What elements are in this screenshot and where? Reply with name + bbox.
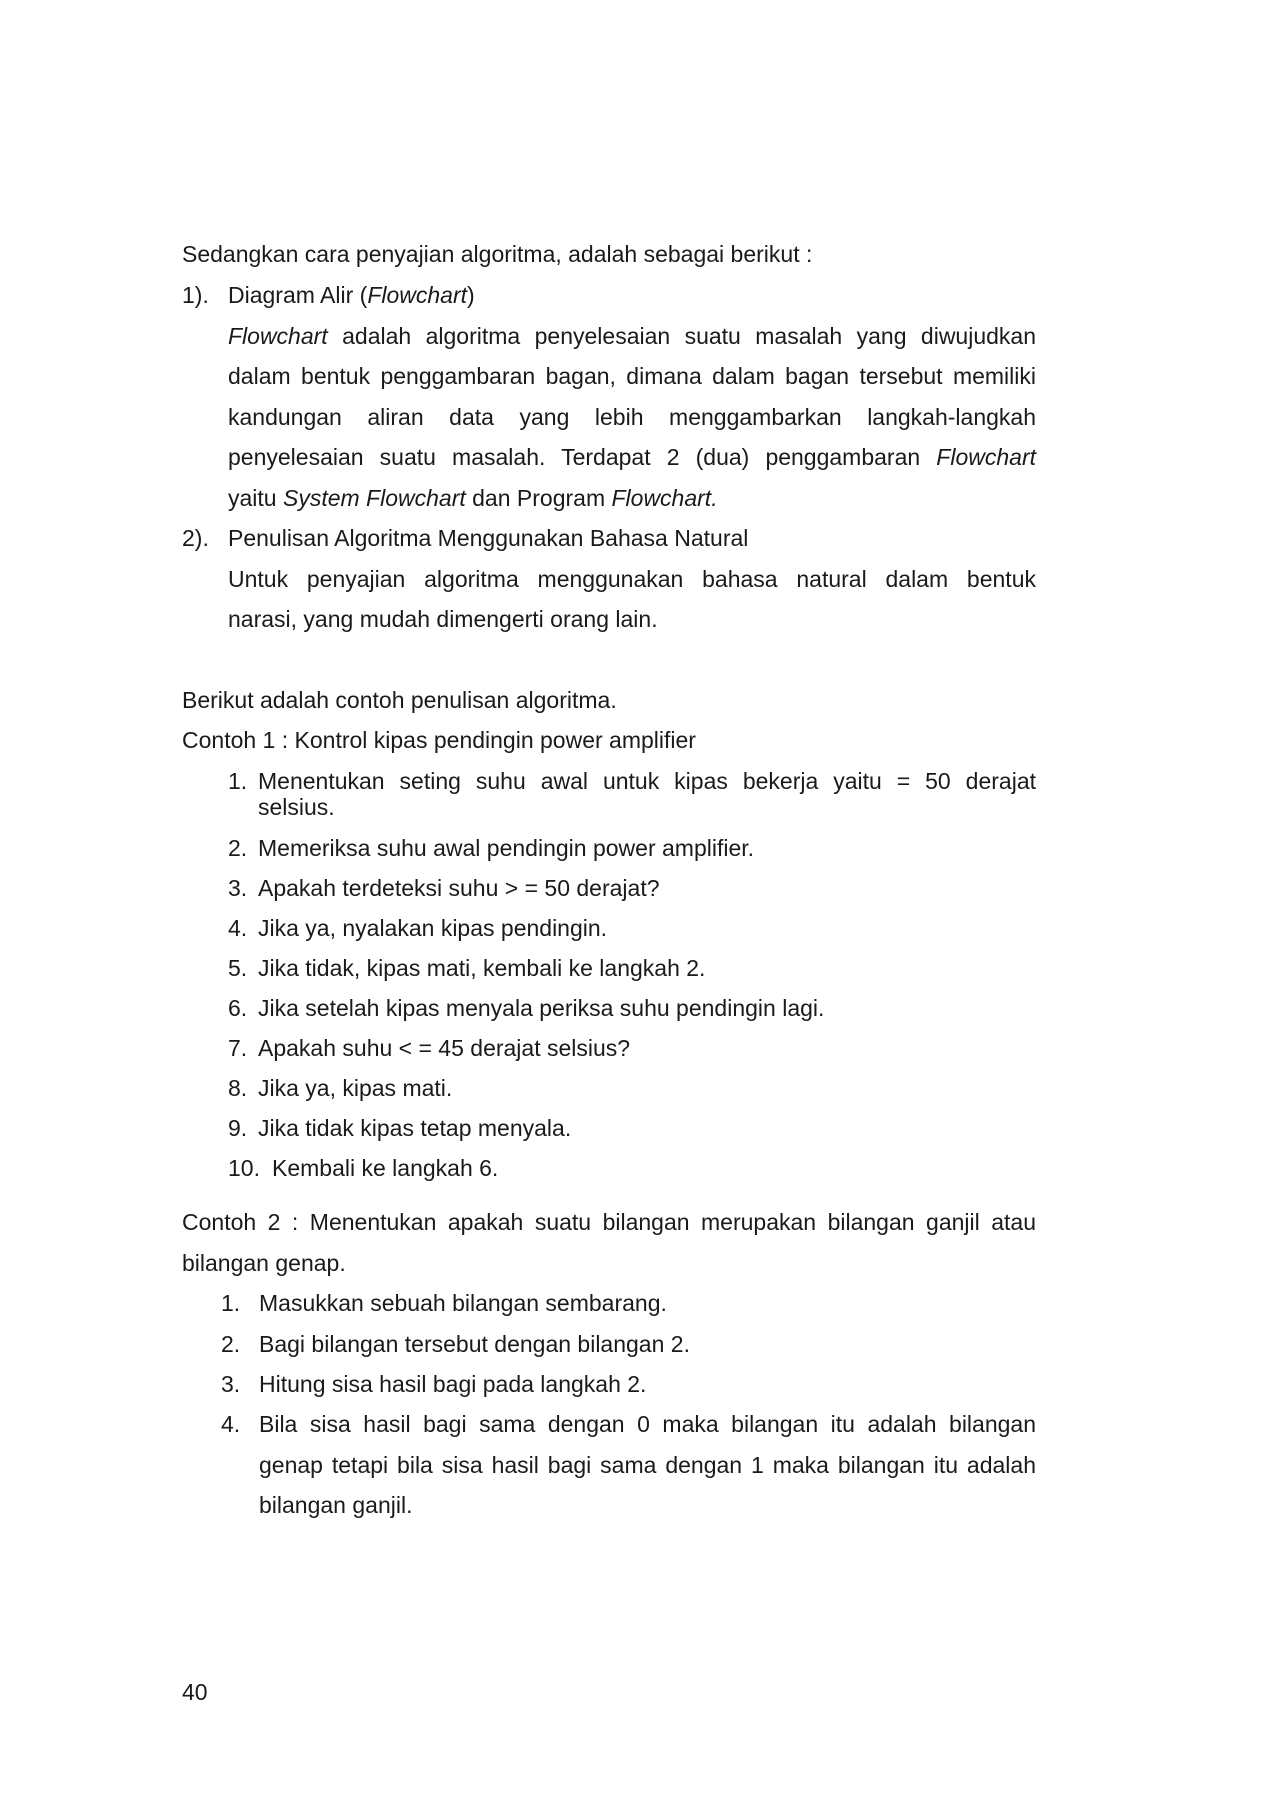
example-1-step-text: Jika tidak kipas tetap menyala. — [258, 1115, 572, 1141]
example-2-step-number: 4. — [221, 1411, 241, 1437]
method-2-title: Penulisan Algoritma Menggunakan Bahasa Natural — [228, 525, 749, 551]
example-2-step-number: 2. — [221, 1331, 241, 1357]
example-1-step-number: 1. — [228, 768, 248, 794]
method-2-body-line-1: Untuk penyajian algoritma menggunakan bahasa natural dalam bentuk — [228, 566, 1036, 592]
example-1-step-number: 7. — [228, 1035, 248, 1061]
example-1-step-text: Jika ya, kipas mati. — [258, 1075, 453, 1101]
example-2-step-text: Bagi bilangan tersebut dengan bilangan 2. — [259, 1331, 690, 1357]
page-number: 40 — [182, 1679, 208, 1705]
method-1-body-line-5: yaitu System Flowchart dan Program Flowchart. — [228, 485, 718, 511]
example-2-title-line-2: bilangan genap. — [182, 1250, 346, 1276]
example-2-step-number: 1. — [221, 1290, 241, 1316]
example-2-step-4-line-1: Bila sisa hasil bagi sama dengan 0 maka bilangan itu adalah bilangan — [259, 1411, 1036, 1437]
example-1-step-number: 2. — [228, 835, 248, 861]
method-2-number: 2). — [182, 525, 209, 551]
intro-paragraph: Sedangkan cara penyajian algoritma, adalah sebagai berikut : — [182, 241, 813, 267]
example-1-step-number: 6. — [228, 995, 248, 1021]
example-2-step-4-line-2: genap tetapi bila sisa hasil bagi sama dengan 1 maka bilangan itu adalah — [259, 1452, 1036, 1478]
method-1-body-line-2: dalam bentuk penggambaran bagan, dimana dalam bagan tersebut memiliki — [228, 363, 1036, 389]
method-1-body-line-1: Flowchart adalah algoritma penyelesaian suatu masalah yang diwujudkan — [228, 323, 1036, 349]
example-1-step-text: Apakah terdeteksi suhu > = 50 derajat? — [258, 875, 660, 901]
example-1-step-text: Kembali ke langkah 6. — [272, 1155, 499, 1181]
example-1-step-text: Jika ya, nyalakan kipas pendingin. — [258, 915, 608, 941]
method-1-title: Diagram Alir (Flowchart) — [228, 282, 475, 308]
example-1-step-text: Jika tidak, kipas mati, kembali ke langkah 2. — [258, 955, 706, 981]
example-2-step-number: 3. — [221, 1371, 241, 1397]
example-1-step-number: 3. — [228, 875, 248, 901]
example-1-step-number: 8. — [228, 1075, 248, 1101]
method-2-body-line-2: narasi, yang mudah dimengerti orang lain. — [228, 606, 658, 632]
example-1-step-1-line-1: Menentukan seting suhu awal untuk kipas bekerja yaitu = 50 derajat — [258, 768, 1036, 794]
examples-intro: Berikut adalah contoh penulisan algoritma. — [182, 687, 617, 713]
method-1-number: 1). — [182, 282, 209, 308]
example-2-step-text: Hitung sisa hasil bagi pada langkah 2. — [259, 1371, 647, 1397]
example-1-step-number: 9. — [228, 1115, 248, 1141]
example-2-title-line-1: Contoh 2 : Menentukan apakah suatu bilangan merupakan bilangan ganjil atau — [182, 1209, 1036, 1235]
method-1-body-line-4: penyelesaian suatu masalah. Terdapat 2 (dua) penggambaran Flowchart — [228, 444, 1036, 470]
example-1-step-text: Apakah suhu < = 45 derajat selsius? — [258, 1035, 631, 1061]
example-1-step-number: 5. — [228, 955, 248, 981]
example-1-step-number: 10. — [228, 1155, 260, 1181]
example-1-step-number: 4. — [228, 915, 248, 941]
example-2-step-4-line-3: bilangan ganjil. — [259, 1492, 413, 1518]
method-1-body-line-3: kandungan aliran data yang lebih menggambarkan langkah-langkah — [228, 404, 1036, 430]
example-1-step-1-line-2: selsius. — [258, 794, 335, 820]
example-1-step-text: Jika setelah kipas menyala periksa suhu pendingin lagi. — [258, 995, 825, 1021]
example-1-step-text: Memeriksa suhu awal pendingin power amplifier. — [258, 835, 755, 861]
example-2-step-text: Masukkan sebuah bilangan sembarang. — [259, 1290, 667, 1316]
example-1-title: Contoh 1 : Kontrol kipas pendingin power amplifier — [182, 727, 696, 753]
